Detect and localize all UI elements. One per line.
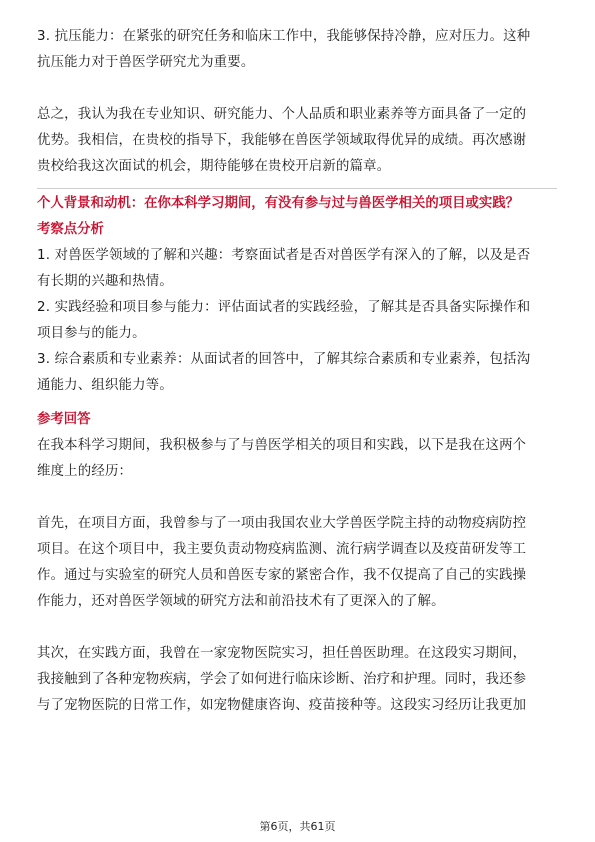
text-line: 在我本科学习期间，我积极参与了与兽医学相关的项目和实践，以下是我在这两个 bbox=[37, 438, 527, 453]
page-number-footer: 第6页，共61页 bbox=[259, 820, 336, 833]
text-line: 优势。我相信，在贵校的指导下，我能够在兽医学领域取得优异的成绩。再次感谢 bbox=[37, 133, 527, 148]
answer-paragraph-1 bbox=[37, 511, 557, 615]
page-content bbox=[37, 24, 557, 719]
text-line: 通能力、组织能力等。 bbox=[37, 378, 173, 393]
analysis-item bbox=[37, 243, 557, 295]
analysis-heading: 考察点分析 bbox=[37, 222, 104, 237]
text-line: 贵校给我这次面试的机会，期待能够在贵校开启新的篇章。 bbox=[37, 159, 391, 174]
point-3-paragraph bbox=[37, 24, 557, 76]
text-line: 3. 抗压能力：在紧张的研究任务和临床工作中，我能够保持冷静，应对压力。这种 bbox=[37, 29, 531, 44]
text-line: 维度上的经历： bbox=[37, 464, 133, 479]
text-line: 有长期的兴趣和热情。 bbox=[37, 274, 173, 289]
question-heading: 个人背景和动机：在你本科学习期间，有没有参与过与兽医学相关的项目或实践？ bbox=[37, 196, 520, 211]
answer-intro-paragraph bbox=[37, 433, 557, 485]
text-line: 其次，在实践方面，我曾在一家宠物医院实习，担任兽医助理。在这段实习期间， bbox=[37, 646, 527, 661]
text-line: 作。通过与实验室的研究人员和兽医专家的紧密合作，我不仅提高了自己的实践操 bbox=[37, 568, 527, 583]
text-line: 与了宠物医院的日常工作，如宠物健康咨询、疫苗接种等。这段实习经历让我更加 bbox=[37, 698, 527, 713]
analysis-item bbox=[37, 347, 557, 399]
text-line: 2. 实践经验和项目参与能力：评估面试者的实践经验，了解其是否具备实际操作和 bbox=[37, 300, 531, 315]
text-line: 我接触到了各种宠物疾病，学会了如何进行临床诊断、治疗和护理。同时，我还参 bbox=[37, 672, 527, 687]
text-line: 1. 对兽医学领域的了解和兴趣：考察面试者是否对兽医学有深入的了解，以及是否 bbox=[37, 248, 531, 263]
text-line: 首先，在项目方面，我曾参与了一项由我国农业大学兽医学院主持的动物疫病防控 bbox=[37, 516, 527, 531]
text-line: 作能力，还对兽医学领域的研究方法和前沿技术有了更深入的了解。 bbox=[37, 594, 445, 609]
text-line: 抗压能力对于兽医学研究尤为重要。 bbox=[37, 55, 255, 70]
analysis-item bbox=[37, 295, 557, 347]
text-line: 项目参与的能力。 bbox=[37, 326, 146, 341]
answer-heading: 参考回答 bbox=[37, 412, 91, 427]
text-line: 总之，我认为我在专业知识、研究能力、个人品质和职业素养等方面具备了一定的 bbox=[37, 107, 527, 122]
text-line: 3. 综合素质和专业素养：从面试者的回答中，了解其综合素质和专业素养，包括沟 bbox=[37, 352, 531, 367]
answer-paragraph-2 bbox=[37, 641, 557, 719]
summary-paragraph bbox=[37, 102, 557, 180]
section-divider bbox=[37, 188, 557, 189]
text-line: 项目。在这个项目中，我主要负责动物疫病监测、流行病学调查以及疫苗研发等工 bbox=[37, 542, 527, 557]
